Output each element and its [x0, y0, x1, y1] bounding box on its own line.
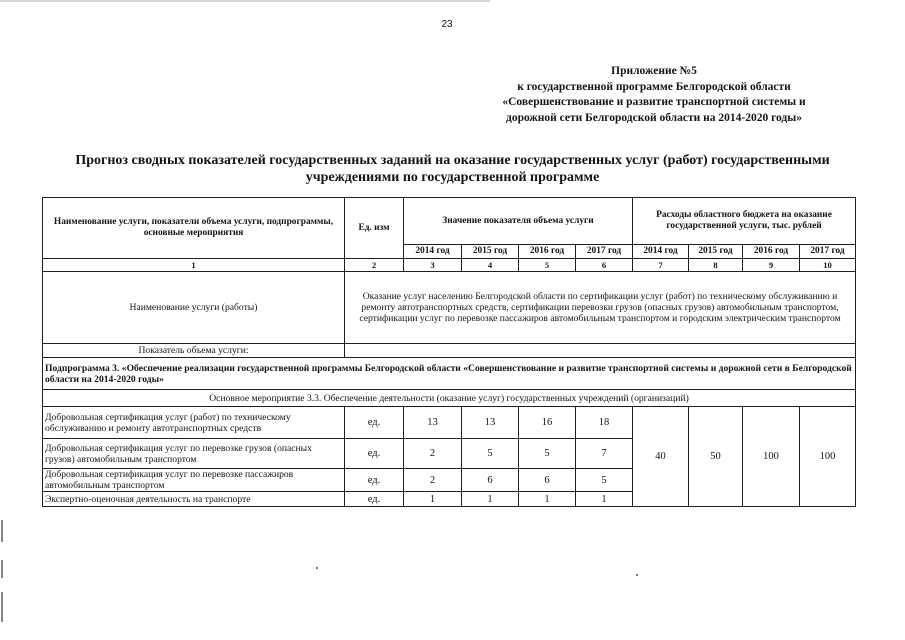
scan-speck — [636, 574, 638, 576]
header-year: 2015 год — [689, 245, 743, 259]
row-value: 13 — [462, 407, 519, 439]
appendix-line: Приложение №5 — [611, 65, 697, 77]
volume-indicator-row — [43, 344, 856, 358]
column-number: 8 — [689, 259, 743, 272]
table-row — [43, 407, 856, 439]
appendix-line: «Совершенствование и развитие транспортной системы и — [502, 96, 806, 108]
column-number: 10 — [800, 259, 856, 272]
main-activity-title: Основное мероприятие 3.3. Обеспечение деятельности (оказание услуг) государственных учреждений (организаций) — [43, 390, 856, 407]
service-row — [43, 272, 856, 344]
row-unit: ед. — [345, 439, 404, 469]
column-number: 9 — [743, 259, 800, 272]
row-value: 6 — [462, 469, 519, 492]
service-label: Наименование услуги (работы) — [43, 272, 345, 344]
budget-value: 100 — [800, 407, 856, 507]
title-line: Прогноз сводных показателей государственных заданий на оказание государственных услуг (работ) государственными — [75, 153, 830, 168]
row-value: 7 — [576, 439, 633, 469]
subprogram-title: Подпрограмма 3. «Обеспечение реализации государственной программы Белгородской области «Совершенствование и развитие транспортной системы и дорожной сети в Белгородской области на 2014-2020 годы» — [43, 358, 856, 390]
row-unit: ед. — [345, 492, 404, 507]
header-name-column: Наименование услуги, показатели объема услуги, подпрограммы, основные мероприятия — [43, 198, 345, 259]
page-number: 23 — [441, 19, 453, 30]
indicators-table — [42, 197, 856, 507]
header-volume-group: Значение показателя объема услуги — [404, 198, 633, 245]
volume-indicator-empty — [345, 344, 856, 358]
subprogram-row — [43, 358, 856, 390]
row-name: Добровольная сертификация услуг (работ) по техническому обслуживанию и ремонту автотранспортных средств — [43, 407, 345, 439]
header-year: 2016 год — [743, 245, 800, 259]
column-number: 4 — [462, 259, 519, 272]
header-year: 2016 год — [519, 245, 576, 259]
budget-value: 100 — [743, 407, 800, 507]
row-value: 18 — [576, 407, 633, 439]
row-value: 5 — [462, 439, 519, 469]
appendix-line: дорожной сети Белгородской области на 2014-2020 годы» — [506, 111, 802, 124]
column-number: 7 — [633, 259, 689, 272]
main-activity-row — [43, 390, 856, 407]
row-value: 16 — [519, 407, 576, 439]
row-unit: ед. — [345, 469, 404, 492]
header-budget-group: Расходы областного бюджета на оказание государственной услуги, тыс. рублей — [633, 198, 856, 245]
margin-mark — [1, 560, 3, 578]
column-number: 6 — [576, 259, 633, 272]
header-year: 2014 год — [633, 245, 689, 259]
appendix-line: к государственной программе Белгородской области — [517, 80, 791, 93]
header-row-1 — [43, 198, 856, 245]
row-value: 5 — [519, 439, 576, 469]
column-number: 2 — [345, 259, 404, 272]
row-name: Добровольная сертификация услуг по перевозке пассажиров автомобильным транспортом — [43, 469, 345, 492]
header-year: 2017 год — [576, 245, 633, 259]
row-value: 5 — [576, 469, 633, 492]
title-line: учреждениями по государственной программе — [305, 170, 600, 185]
column-number-row — [43, 259, 856, 272]
appendix-block — [484, 64, 824, 126]
row-value: 2 — [404, 469, 462, 492]
header-unit-column: Ед. изм — [345, 198, 404, 259]
top-scan-rule — [0, 0, 490, 2]
row-name: Экспертно-оценочная деятельность на транспорте — [43, 492, 345, 507]
row-value: 1 — [576, 492, 633, 507]
row-value: 2 — [404, 439, 462, 469]
volume-indicator-label: Показатель объема услуги: — [43, 344, 345, 358]
column-number: 5 — [519, 259, 576, 272]
row-value: 1 — [404, 492, 462, 507]
service-description: Оказание услуг населению Белгородской области по сертификации услуг (работ) по техническому обслуживанию и ремонту автотранспортных средств, сертификации перевозки грузов (опасных грузов) автомобильным транспортом, сертификации услуг по перевозке пассажиров автомобильным транспортом и городским электрическим транспортом — [345, 272, 856, 344]
row-value: 1 — [519, 492, 576, 507]
margin-mark — [1, 520, 3, 542]
header-year: 2017 год — [800, 245, 856, 259]
column-number: 1 — [43, 259, 345, 272]
budget-value: 40 — [633, 407, 689, 507]
document-title — [40, 152, 865, 186]
header-year: 2014 год — [404, 245, 462, 259]
header-year: 2015 год — [462, 245, 519, 259]
row-unit: ед. — [345, 407, 404, 439]
row-value: 1 — [462, 492, 519, 507]
column-number: 3 — [404, 259, 462, 272]
margin-mark — [1, 592, 3, 622]
row-value: 13 — [404, 407, 462, 439]
scan-speck — [316, 567, 318, 569]
budget-value: 50 — [689, 407, 743, 507]
row-value: 6 — [519, 469, 576, 492]
row-name: Добровольная сертификация услуг по перевозке грузов (опасных грузов) автомобильным транспортом — [43, 439, 345, 469]
